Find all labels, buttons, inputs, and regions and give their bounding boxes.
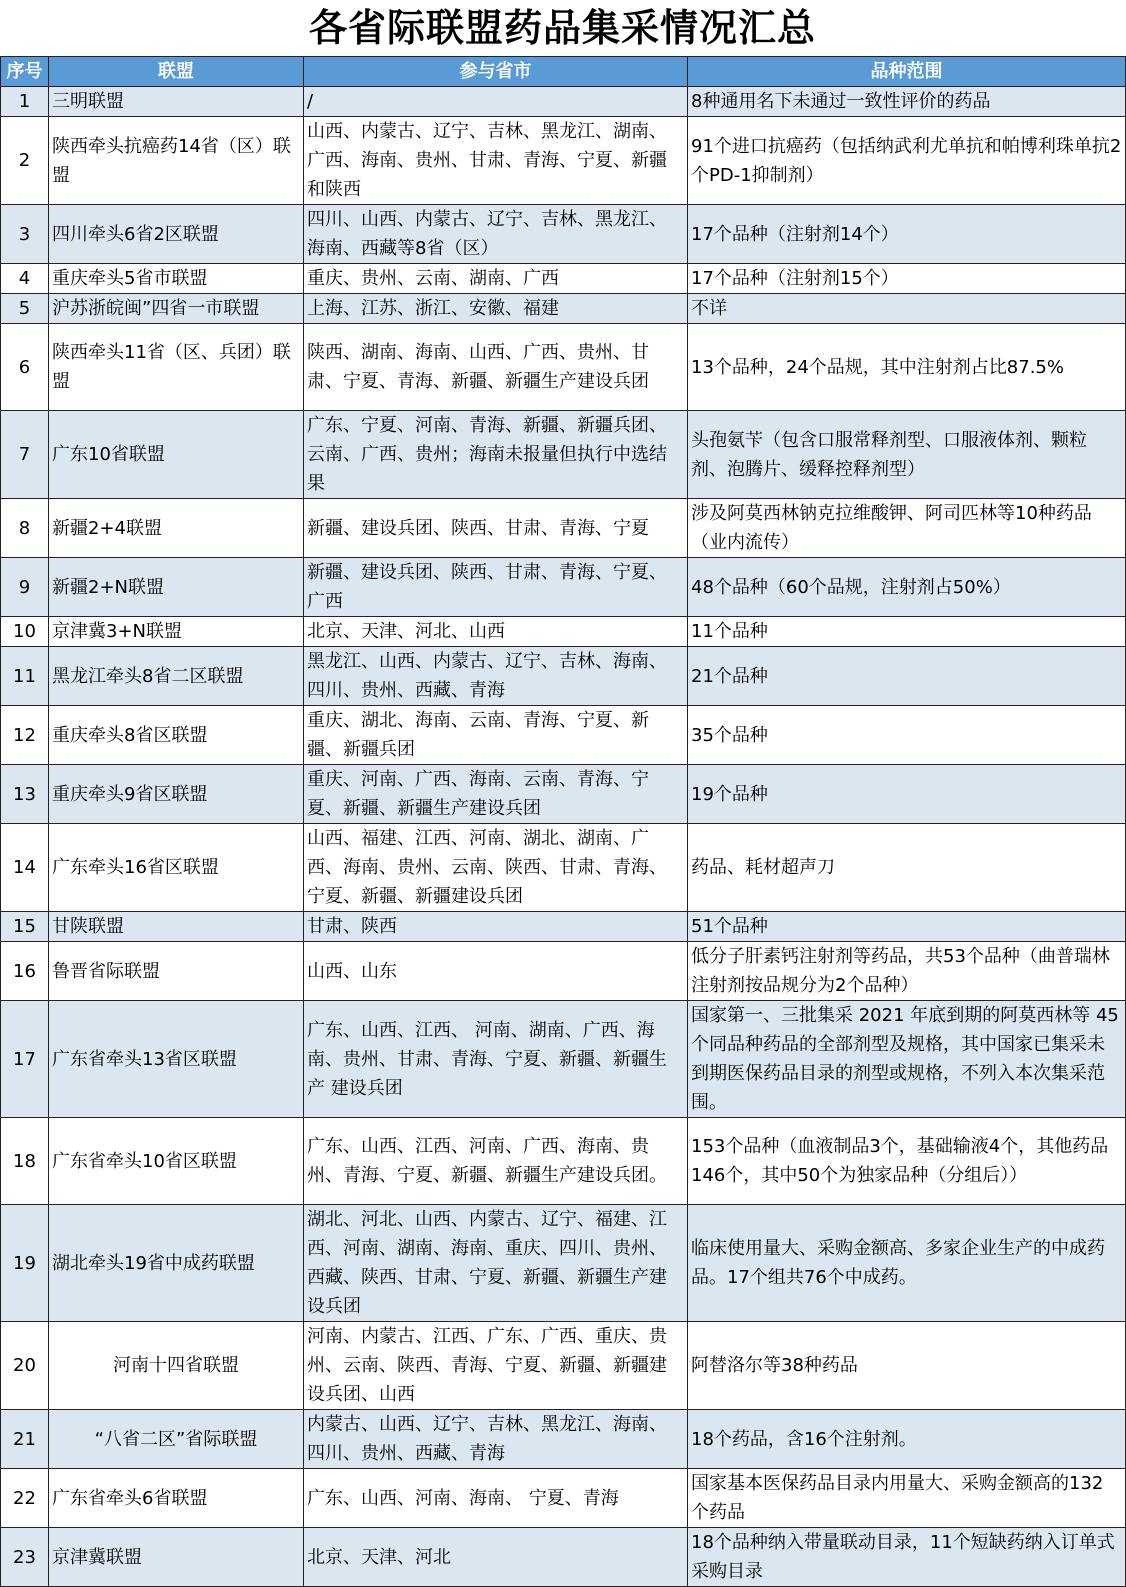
alliance-name: 湖北牵头19省中成药联盟 <box>49 1205 304 1322</box>
row-number: 20 <box>1 1322 49 1410</box>
alliance-name: 广东省牵头6省联盟 <box>49 1469 304 1528</box>
row-number: 1 <box>1 87 49 117</box>
participating-provinces: 重庆、湖北、海南、云南、青海、宁夏、新疆、新疆兵团 <box>304 706 688 765</box>
alliance-name: “八省二区”省际联盟 <box>49 1410 304 1469</box>
row-number: 17 <box>1 1001 49 1118</box>
variety-scope: 国家第一、三批集采 2021 年底到期的阿莫西林等 45 个同品种药品的全部剂型及规格，其中国家已集采未到期医保药品目录的剂型或规格，不列入本次集采范围。 <box>688 1001 1126 1118</box>
variety-scope: 阿替洛尔等38种药品 <box>688 1322 1126 1410</box>
variety-scope: 17个品种（注射剂15个） <box>688 264 1126 294</box>
participating-provinces: / <box>304 87 688 117</box>
header-no: 序号 <box>1 57 49 87</box>
row-number: 5 <box>1 294 49 324</box>
participating-provinces: 上海、江苏、浙江、安徽、福建 <box>304 294 688 324</box>
table-row <box>1 647 1126 706</box>
variety-scope: 头孢氨苄（包含口服常释剂型、口服液体剂、颗粒剂、泡腾片、缓释控释剂型） <box>688 411 1126 499</box>
alliance-name: 三明联盟 <box>49 87 304 117</box>
alliance-name: 广东省牵头13省区联盟 <box>49 1001 304 1118</box>
row-number: 16 <box>1 942 49 1001</box>
alliance-name: 黑龙江牵头8省二区联盟 <box>49 647 304 706</box>
row-number: 18 <box>1 1118 49 1205</box>
row-number: 13 <box>1 765 49 824</box>
participating-provinces: 黑龙江、山西、内蒙古、辽宁、吉林、海南、四川、贵州、西藏、青海 <box>304 647 688 706</box>
participating-provinces: 新疆、建设兵团、陕西、甘肃、青海、宁夏 <box>304 499 688 558</box>
table-row <box>1 294 1126 324</box>
variety-scope: 35个品种 <box>688 706 1126 765</box>
table-row <box>1 499 1126 558</box>
variety-scope: 153个品种（血液制品3个，基础输液4个，其他药品146个，其中50个为独家品种（分组后）） <box>688 1118 1126 1205</box>
variety-scope: 涉及阿莫西林钠克拉维酸钾、阿司匹林等10种药品（业内流传） <box>688 499 1126 558</box>
variety-scope: 13个品种，24个品规，其中注射剂占比87.5% <box>688 324 1126 411</box>
participating-provinces: 山西、内蒙古、辽宁、吉林、黑龙江、湖南、广西、海南、贵州、甘肃、青海、宁夏、新疆和陕西 <box>304 117 688 205</box>
variety-scope: 19个品种 <box>688 765 1126 824</box>
alliance-name: 新疆2+4联盟 <box>49 499 304 558</box>
table-row <box>1 617 1126 647</box>
participating-provinces: 北京、天津、河北 <box>304 1528 688 1587</box>
alliance-table <box>0 56 1126 1587</box>
alliance-name: 河南十四省联盟 <box>49 1322 304 1410</box>
table-row <box>1 765 1126 824</box>
table-row <box>1 324 1126 411</box>
variety-scope: 国家基本医保药品目录内用量大、采购金额高的132 个药品 <box>688 1469 1126 1528</box>
table-row <box>1 411 1126 499</box>
row-number: 4 <box>1 264 49 294</box>
row-number: 2 <box>1 117 49 205</box>
row-number: 19 <box>1 1205 49 1322</box>
participating-provinces: 内蒙古、山西、辽宁、吉林、黑龙江、海南、四川、贵州、西藏、青海 <box>304 1410 688 1469</box>
alliance-name: 四川牵头6省2区联盟 <box>49 205 304 264</box>
participating-provinces: 陕西、湖南、海南、山西、广西、贵州、甘肃、宁夏、青海、新疆、新疆生产建设兵团 <box>304 324 688 411</box>
table-row <box>1 1528 1126 1587</box>
participating-provinces: 北京、天津、河北、山西 <box>304 617 688 647</box>
variety-scope: 18个药品，含16个注射剂。 <box>688 1410 1126 1469</box>
participating-provinces: 广东、山西、河南、海南、 宁夏、青海 <box>304 1469 688 1528</box>
page-title: 各省际联盟药品集采情况汇总 <box>308 6 816 50</box>
variety-scope: 21个品种 <box>688 647 1126 706</box>
variety-scope: 8种通用名下未通过一致性评价的药品 <box>688 87 1126 117</box>
table-row <box>1 1469 1126 1528</box>
participating-provinces: 山西、福建、江西、河南、湖北、湖南、广西、海南、贵州、云南、陕西、甘肃、青海、宁夏、新疆、新疆建设兵团 <box>304 824 688 912</box>
alliance-name: 重庆牵头8省区联盟 <box>49 706 304 765</box>
participating-provinces: 四川、山西、内蒙古、辽宁、吉林、黑龙江、海南、西藏等8省（区） <box>304 205 688 264</box>
table-row <box>1 205 1126 264</box>
participating-provinces: 河南、内蒙古、江西、广东、广西、重庆、贵州、云南、陕西、青海、宁夏、新疆、新疆建设兵团、山西 <box>304 1322 688 1410</box>
alliance-name: 甘陕联盟 <box>49 912 304 942</box>
alliance-name: 沪苏浙皖闽”四省一市联盟 <box>49 294 304 324</box>
table-row <box>1 1322 1126 1410</box>
header-provinces: 参与省市 <box>304 57 688 87</box>
variety-scope: 药品、耗材超声刀 <box>688 824 1126 912</box>
table-row <box>1 942 1126 1001</box>
alliance-name: 陕西牵头11省（区、兵团）联盟 <box>49 324 304 411</box>
table-row <box>1 558 1126 617</box>
table-row <box>1 706 1126 765</box>
variety-scope: 低分子肝素钙注射剂等药品，共53个品种（曲普瑞林注射剂按品规分为2个品种） <box>688 942 1126 1001</box>
alliance-name: 广东牵头16省区联盟 <box>49 824 304 912</box>
variety-scope: 17个品种（注射剂14个） <box>688 205 1126 264</box>
row-number: 6 <box>1 324 49 411</box>
header-scope: 品种范围 <box>688 57 1126 87</box>
table-row <box>1 264 1126 294</box>
row-number: 15 <box>1 912 49 942</box>
row-number: 22 <box>1 1469 49 1528</box>
row-number: 9 <box>1 558 49 617</box>
variety-scope: 不详 <box>688 294 1126 324</box>
table-header-row <box>1 57 1126 87</box>
variety-scope: 48个品种（60个品规，注射剂占50%） <box>688 558 1126 617</box>
variety-scope: 18个品种纳入带量联动目录，11个短缺药纳入订单式采购目录 <box>688 1528 1126 1587</box>
table-row <box>1 1410 1126 1469</box>
participating-provinces: 重庆、贵州、云南、湖南、广西 <box>304 264 688 294</box>
row-number: 8 <box>1 499 49 558</box>
table-row <box>1 912 1126 942</box>
header-alliance: 联盟 <box>49 57 304 87</box>
participating-provinces: 广东、宁夏、河南、青海、新疆、新疆兵团、云南、广西、贵州；海南未报量但执行中选结果 <box>304 411 688 499</box>
table-row <box>1 1205 1126 1322</box>
alliance-name: 重庆牵头5省市联盟 <box>49 264 304 294</box>
variety-scope: 91个进口抗癌药（包括纳武利尤单抗和帕博利珠单抗2个PD-1抑制剂） <box>688 117 1126 205</box>
row-number: 23 <box>1 1528 49 1587</box>
row-number: 12 <box>1 706 49 765</box>
variety-scope: 11个品种 <box>688 617 1126 647</box>
participating-provinces: 广东、山西、江西、河南、广西、海南、贵州、青海、宁夏、新疆、新疆生产建设兵团。 <box>304 1118 688 1205</box>
variety-scope: 51个品种 <box>688 912 1126 942</box>
table-row <box>1 117 1126 205</box>
alliance-name: 重庆牵头9省区联盟 <box>49 765 304 824</box>
alliance-name: 陕西牵头抗癌药14省（区）联盟 <box>49 117 304 205</box>
participating-provinces: 重庆、河南、广西、海南、云南、青海、宁夏、新疆、新疆生产建设兵团 <box>304 765 688 824</box>
table-row <box>1 87 1126 117</box>
row-number: 11 <box>1 647 49 706</box>
participating-provinces: 甘肃、陕西 <box>304 912 688 942</box>
row-number: 10 <box>1 617 49 647</box>
alliance-name: 广东省牵头10省区联盟 <box>49 1118 304 1205</box>
row-number: 14 <box>1 824 49 912</box>
participating-provinces: 山西、山东 <box>304 942 688 1001</box>
alliance-name: 京津冀联盟 <box>49 1528 304 1587</box>
participating-provinces: 广东、山西、江西、 河南、湖南、广西、海南、贵州、甘肃、青海、宁夏、新疆、新疆生产 建设兵团 <box>304 1001 688 1118</box>
participating-provinces: 湖北、河北、山西、内蒙古、辽宁、福建、江西、河南、湖南、海南、重庆、四川、贵州、西藏、陕西、甘肃、宁夏、新疆、新疆生产建设兵团 <box>304 1205 688 1322</box>
alliance-name: 鲁晋省际联盟 <box>49 942 304 1001</box>
alliance-name: 京津冀3+N联盟 <box>49 617 304 647</box>
table-row <box>1 824 1126 912</box>
row-number: 21 <box>1 1410 49 1469</box>
alliance-name: 新疆2+N联盟 <box>49 558 304 617</box>
table-row <box>1 1118 1126 1205</box>
row-number: 7 <box>1 411 49 499</box>
participating-provinces: 新疆、建设兵团、陕西、甘肃、青海、宁夏、广西 <box>304 558 688 617</box>
variety-scope: 临床使用量大、采购金额高、多家企业生产的中成药品。17个组共76个中成药。 <box>688 1205 1126 1322</box>
alliance-name: 广东10省联盟 <box>49 411 304 499</box>
row-number: 3 <box>1 205 49 264</box>
table-row <box>1 1001 1126 1118</box>
